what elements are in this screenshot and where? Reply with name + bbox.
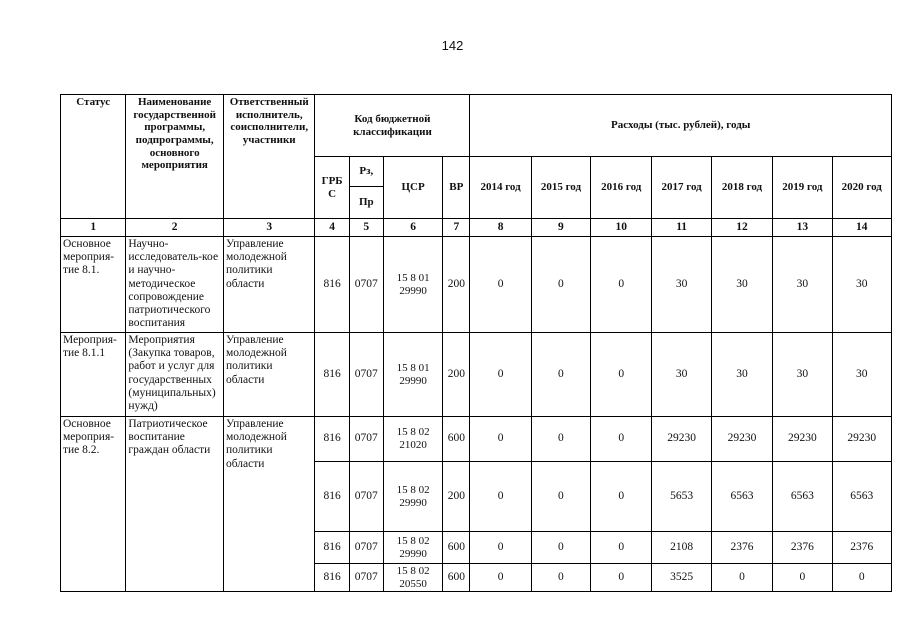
csr-cell: 15 8 02 29990 [383,532,442,564]
vr-cell: 200 [443,462,470,532]
value-cell: 0 [470,417,531,462]
value-cell: 29230 [652,417,711,462]
header-rz: Рз, [349,157,383,187]
rzpr-cell: 0707 [349,564,383,592]
value-cell: 0 [531,417,590,462]
value-cell: 0 [832,564,892,592]
value-cell: 0 [591,462,652,532]
grbs-cell: 816 [315,237,349,333]
executor-cell: Управление молодежной политики области [223,237,315,333]
value-cell: 30 [773,333,832,417]
rzpr-cell: 0707 [349,462,383,532]
header-vr: ВР [443,157,470,219]
grbs-cell: 816 [315,417,349,462]
value-cell: 0 [470,462,531,532]
value-cell: 2376 [832,532,892,564]
value-cell: 0 [470,564,531,592]
value-cell: 30 [652,237,711,333]
table-row [61,333,892,417]
name-cell: Научно-исследователь-кое и научно-методическое сопровождение патриотического воспитания [126,237,224,333]
value-cell: 0 [591,564,652,592]
rzpr-cell: 0707 [349,417,383,462]
executor-cell: Управление молодежной политики области [223,333,315,417]
header-budget-code: Код бюджетной классификации [315,95,470,157]
column-number: 7 [443,219,470,237]
value-cell: 30 [711,237,772,333]
header-year: 2015 год [531,157,590,219]
csr-cell: 15 8 01 29990 [383,333,442,417]
executor-cell: Управление молодежной политики области [223,417,315,592]
csr-cell: 15 8 02 21020 [383,417,442,462]
header-executor: Ответственный исполнитель, соисполнители, участники [223,95,315,219]
rzpr-cell: 0707 [349,532,383,564]
header-year: 2016 год [591,157,652,219]
header-pr: Пр [349,187,383,219]
column-number: 9 [531,219,590,237]
vr-cell: 200 [443,237,470,333]
column-number: 2 [126,219,224,237]
value-cell: 30 [652,333,711,417]
column-number: 8 [470,219,531,237]
value-cell: 0 [531,462,590,532]
budget-table [60,94,892,592]
value-cell: 0 [531,564,590,592]
value-cell: 0 [470,532,531,564]
value-cell: 0 [591,532,652,564]
column-number: 3 [223,219,315,237]
column-number: 5 [349,219,383,237]
value-cell: 6563 [773,462,832,532]
header-year: 2019 год [773,157,832,219]
column-number: 12 [711,219,772,237]
vr-cell: 200 [443,333,470,417]
value-cell: 2376 [773,532,832,564]
value-cell: 2108 [652,532,711,564]
table-row [61,417,892,462]
value-cell: 0 [711,564,772,592]
value-cell: 29230 [832,417,892,462]
grbs-cell: 816 [315,333,349,417]
value-cell: 6563 [711,462,772,532]
header-grbs: ГРБ С [315,157,349,219]
value-cell: 2376 [711,532,772,564]
value-cell: 0 [470,237,531,333]
value-cell: 5653 [652,462,711,532]
header-year: 2020 год [832,157,892,219]
value-cell: 29230 [711,417,772,462]
header-csr: ЦСР [383,157,442,219]
value-cell: 0 [591,333,652,417]
header-expenses: Расходы (тыс. рублей), годы [470,95,892,157]
vr-cell: 600 [443,564,470,592]
csr-cell: 15 8 01 29990 [383,237,442,333]
value-cell: 3525 [652,564,711,592]
header-year: 2017 год [652,157,711,219]
column-number: 1 [61,219,126,237]
grbs-cell: 816 [315,462,349,532]
name-cell: Мероприятия (Закупка товаров, работ и услуг для государственных (муниципальных) нужд) [126,333,224,417]
value-cell: 0 [591,417,652,462]
value-cell: 30 [832,333,892,417]
value-cell: 6563 [832,462,892,532]
status-cell: Основное мероприя-тие 8.2. [61,417,126,592]
column-number: 13 [773,219,832,237]
value-cell: 0 [591,237,652,333]
vr-cell: 600 [443,532,470,564]
value-cell: 0 [531,333,590,417]
column-number: 4 [315,219,349,237]
value-cell: 30 [773,237,832,333]
value-cell: 29230 [773,417,832,462]
status-cell: Основное мероприя-тие 8.1. [61,237,126,333]
value-cell: 30 [832,237,892,333]
column-number: 14 [832,219,892,237]
column-number: 6 [383,219,442,237]
status-cell: Мероприя-тие 8.1.1 [61,333,126,417]
vr-cell: 600 [443,417,470,462]
value-cell: 0 [773,564,832,592]
name-cell: Патриотическое воспитание граждан области [126,417,224,592]
rzpr-cell: 0707 [349,333,383,417]
header-name: Наименование государственной программы, подпрограммы, основного мероприятия [126,95,224,219]
grbs-cell: 816 [315,532,349,564]
header-year: 2018 год [711,157,772,219]
header-year: 2014 год [470,157,531,219]
column-number: 10 [591,219,652,237]
csr-cell: 15 8 02 29990 [383,462,442,532]
value-cell: 0 [531,532,590,564]
column-number: 11 [652,219,711,237]
rzpr-cell: 0707 [349,237,383,333]
value-cell: 30 [711,333,772,417]
csr-cell: 15 8 02 20550 [383,564,442,592]
header-status: Статус [61,95,126,219]
page-number: 142 [441,38,464,53]
value-cell: 0 [470,333,531,417]
table-row [61,237,892,333]
grbs-cell: 816 [315,564,349,592]
value-cell: 0 [531,237,590,333]
